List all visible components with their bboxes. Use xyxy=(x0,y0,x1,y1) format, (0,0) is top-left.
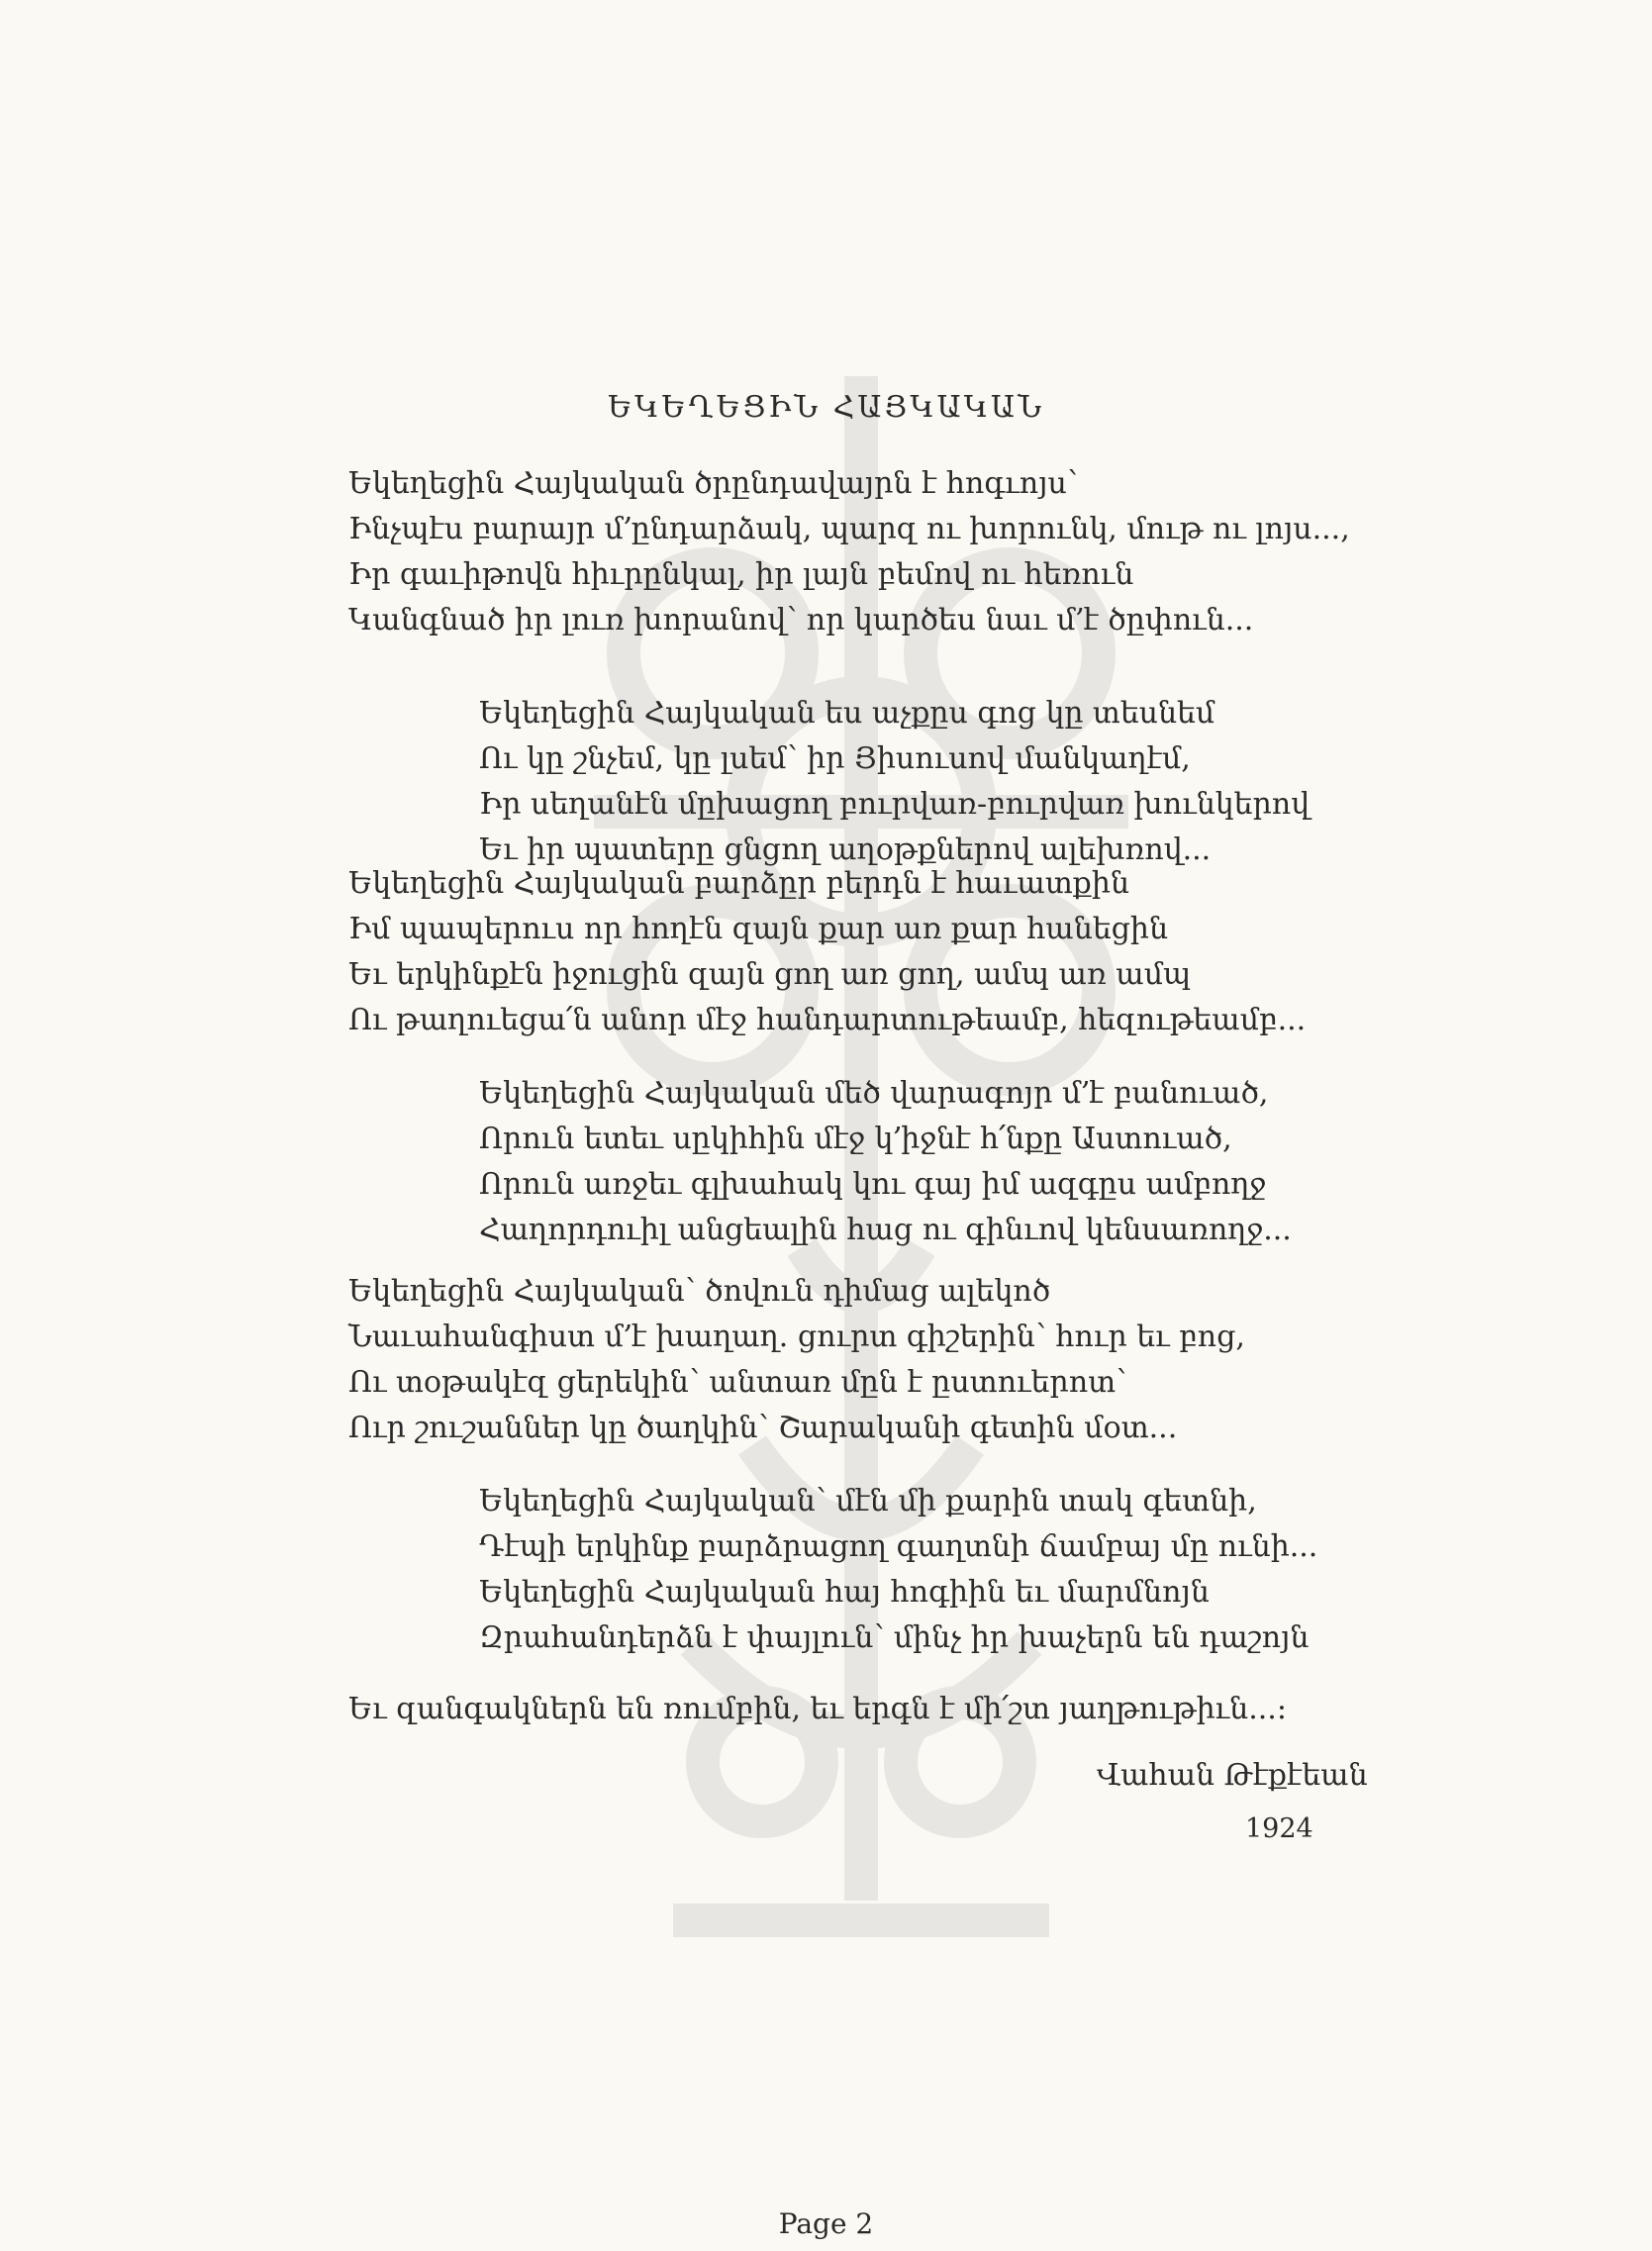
poem-line: Դէպի երկինք բարձրացող գաղտնի ճամբայ մը ունի... xyxy=(479,1529,1318,1564)
poem-line: Որուն առջեւ գլխահակ կու գայ իմ ազգըս ամբողջ xyxy=(479,1167,1267,1202)
year: 1924 xyxy=(1245,1813,1313,1844)
poem-line: Եւ զանգակներն են ռումբին, եւ երգն է մի՛շտ յաղթութիւն...: xyxy=(348,1692,1287,1726)
poem-line: Եկեղեցին Հայկական ծրընդավայրն է հոգւոյս՝ xyxy=(348,466,1078,501)
poem-line: Ու թաղուեցա՛ն անոր մէջ հանդարտութեամբ, հեզութեամբ... xyxy=(348,1003,1307,1037)
poem-line: Իր սեղանէն մըխացող բուրվառ-բուրվառ խունկերով xyxy=(479,787,1311,822)
closing-line xyxy=(348,1687,1287,1732)
poem-line: Ուր շուշաններ կը ծաղկին՝ Շարականի գետին մօտ... xyxy=(348,1411,1178,1445)
poem-line: Կանգնած իր լուռ խորանով՝ որ կարծես նաւ մ՚է ծըփուն... xyxy=(348,603,1254,637)
stanza-5 xyxy=(348,1269,1245,1451)
poem-line: Որուն ետեւ սըկիհին մէջ կ՚իջնէ հ՛նքը Աստուած, xyxy=(479,1122,1232,1156)
stanza-2 xyxy=(479,691,1310,873)
poem-line: Իմ պապերուս որ հողէն զայն քար առ քար հանեցին xyxy=(348,912,1169,946)
stanza-6 xyxy=(479,1479,1317,1661)
poem-line: Եկեղեցին Հայկական հայ հոգիին եւ մարմնոյն xyxy=(479,1575,1210,1610)
poem-title: ԵԿԵՂԵՑԻՆ ՀԱՅԿԱԿԱՆ xyxy=(607,390,1045,425)
stanza-4 xyxy=(479,1071,1292,1253)
poem-line: Եկեղեցին Հայկական՝ ծովուն դիմաց ալեկոծ xyxy=(348,1274,1051,1309)
poem-line: Ու կը շնչեմ, կը լսեմ՝ իր Յիսուսով մանկաղէմ, xyxy=(479,741,1191,776)
poem-line: Եւ իր պատերը ցնցող աղօթքներով ալեխռով... xyxy=(479,832,1212,867)
stanza-3 xyxy=(348,861,1306,1043)
poem-line: Նաւահանգիստ մ՚է խաղաղ. ցուրտ գիշերին՝ հուր եւ բոց, xyxy=(348,1320,1245,1354)
poem-line: Զրահանդերձն է փայլուն՝ մինչ իր խաչերն են դաշոյն xyxy=(479,1620,1310,1655)
poem-line: Ու տօթակէզ ցերեկին՝ անտառ մըն է ըստուերոտ՝ xyxy=(348,1365,1127,1400)
author-signature: Վահան Թէքէեան xyxy=(1097,1758,1368,1793)
poem-line: Իր գաւիթովն հիւրընկալ, իր լայն բեմով ու հեռուն xyxy=(348,557,1134,592)
poem-line: Եկեղեցին Հայկական ես աչքըս գոց կը տեսնեմ xyxy=(479,696,1215,731)
poem-line: Եկեղեցին Հայկական մեծ վարագոյր մ՚է բանուած, xyxy=(479,1076,1269,1111)
poem-line: Եկեղեցին Հայկական՝ մէն մի քարին տակ գետնի, xyxy=(479,1484,1257,1518)
poem-line: Եկեղեցին Հայկական բարձըր բերդն է հաւատքին xyxy=(348,866,1129,901)
poem-line: Հաղորդուիլ անցեալին հաց ու գինւով կենսառողջ... xyxy=(479,1213,1292,1247)
stanza-1 xyxy=(348,461,1350,643)
page-number: Page 2 xyxy=(778,2207,874,2240)
poem-line: Ինչպէս բարայր մ՚ընդարձակ, պարզ ու խորունկ, մութ ու լոյս..., xyxy=(348,512,1350,546)
poem-line: Եւ երկինքէն իջուցին զայն ցող առ ցող, ամպ առ ամպ xyxy=(348,957,1192,992)
